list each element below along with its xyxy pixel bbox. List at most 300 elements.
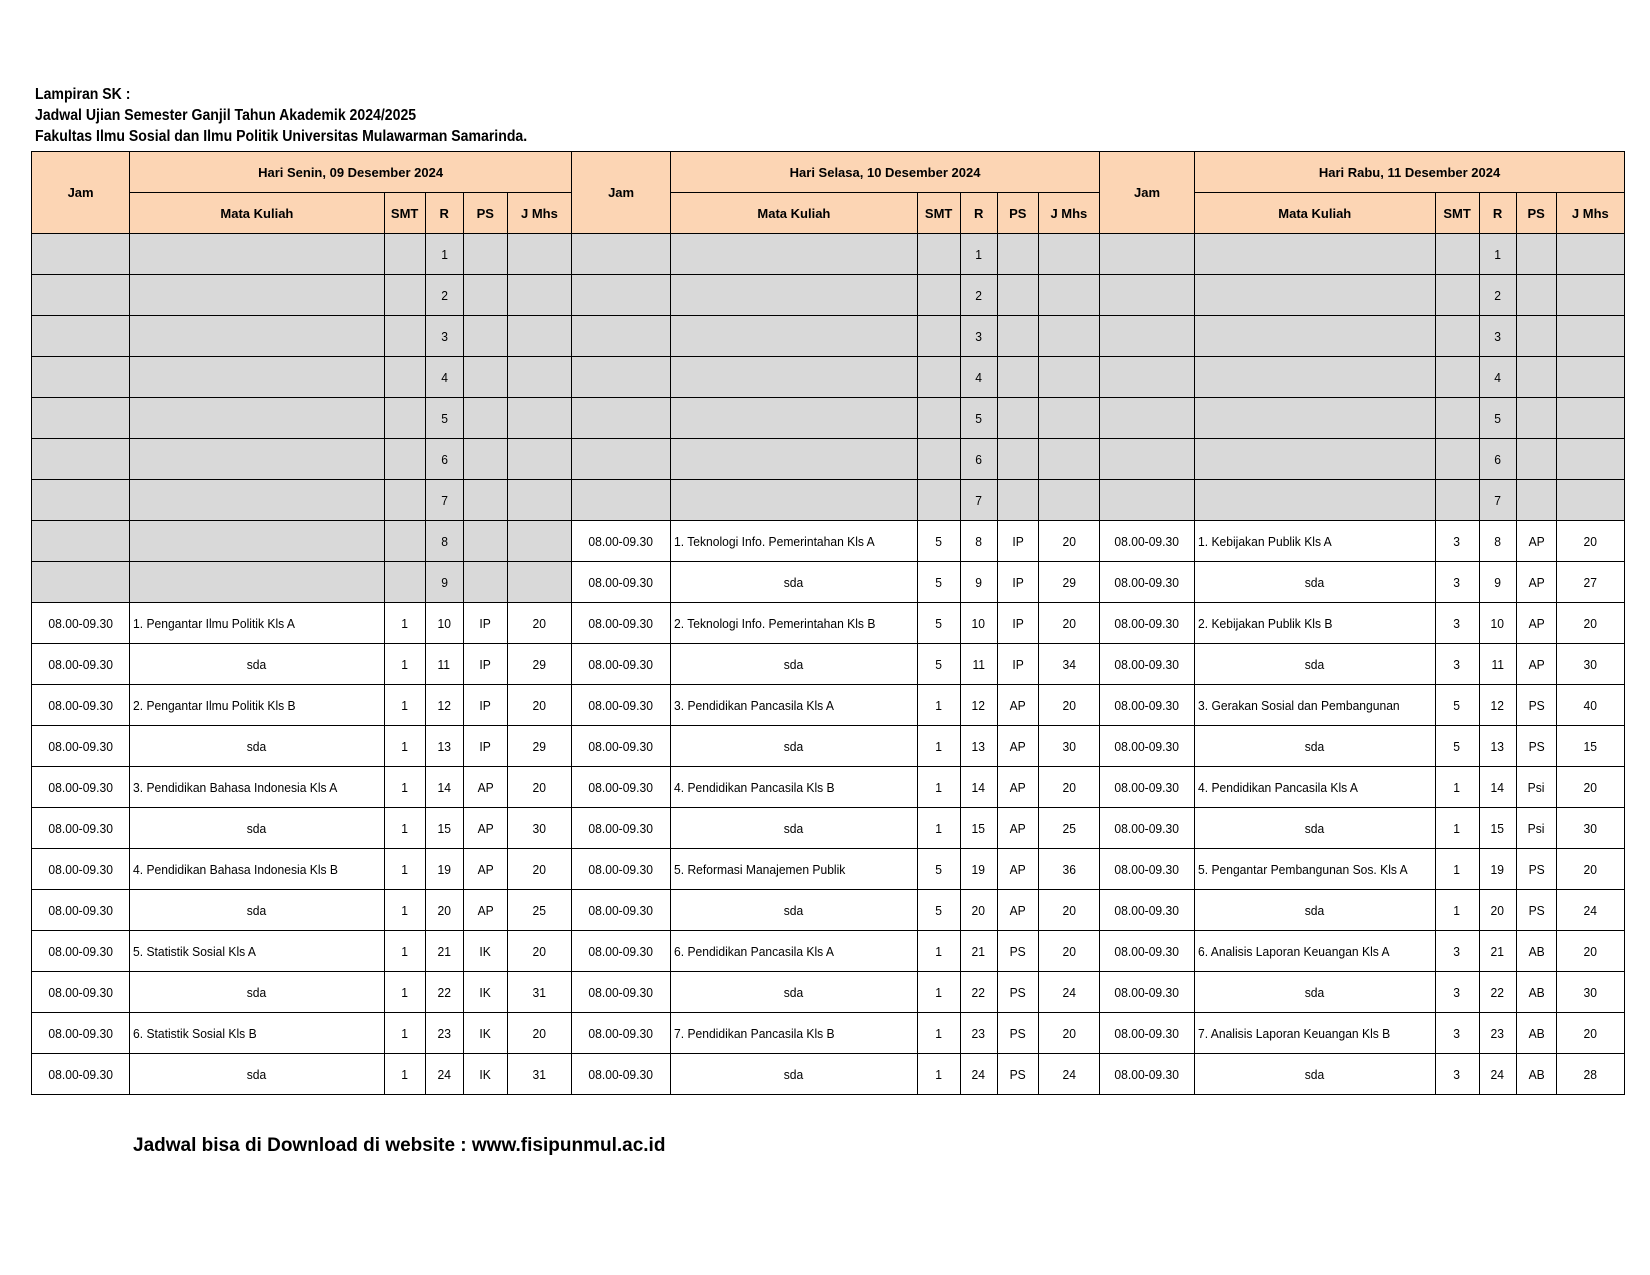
day-header-senin: Hari Senin, 09 Desember 2024	[130, 152, 572, 193]
ps-cell	[463, 767, 507, 808]
smt-cell	[917, 972, 960, 1013]
column-header-mata-kuliah: Mata Kuliah	[1195, 193, 1435, 234]
ps-cell	[463, 480, 507, 521]
jam-cell	[1099, 480, 1194, 521]
table-row	[32, 398, 1625, 439]
column-header-ps: PS	[463, 193, 507, 234]
jam-cell	[32, 890, 130, 931]
ps-cell	[1516, 357, 1556, 398]
smt-cell-text: 5	[1453, 697, 1461, 713]
ps-cell-text: PS	[1528, 738, 1545, 754]
r-cell	[425, 890, 463, 931]
jam-cell-text: 08.00-09.30	[1114, 861, 1180, 877]
column-header-r: R	[960, 193, 997, 234]
jmhs-cell-text: 40	[1583, 697, 1598, 713]
table-row	[32, 521, 1625, 562]
mata-kuliah-cell-text: 6. Analisis Laporan Keuangan Kls A	[1198, 943, 1390, 959]
mata-kuliah-cell-text: sda	[1305, 574, 1325, 590]
r-cell-text: 7	[1494, 492, 1501, 508]
ps-cell-text: AP	[1009, 861, 1026, 877]
column-header-r: R	[425, 193, 463, 234]
jmhs-cell-text: 20	[1062, 779, 1076, 795]
ps-cell-text: IP	[1012, 656, 1024, 672]
r-cell	[960, 890, 997, 931]
smt-cell	[384, 849, 425, 890]
ps-cell	[463, 603, 507, 644]
r-cell	[1479, 234, 1516, 275]
ps-cell	[463, 644, 507, 685]
mata-kuliah-cell	[130, 521, 384, 562]
ps-cell	[997, 1013, 1038, 1054]
ps-cell-text: Psi	[1527, 779, 1545, 795]
jmhs-cell-text: 20	[1583, 1025, 1598, 1041]
mata-kuliah-cell-text: sda	[247, 656, 267, 672]
r-cell	[1479, 562, 1516, 603]
smt-cell	[1435, 644, 1479, 685]
jam-cell-text: 08.00-09.30	[588, 697, 654, 713]
ps-cell	[1516, 521, 1556, 562]
r-cell-text: 8	[1494, 533, 1501, 549]
ps-cell	[997, 685, 1038, 726]
ps-cell	[1516, 644, 1556, 685]
jmhs-cell	[507, 726, 571, 767]
table-row	[32, 972, 1625, 1013]
ps-cell	[997, 972, 1038, 1013]
jam-cell-text: 08.00-09.30	[1114, 820, 1180, 836]
ps-cell-text: AP	[477, 902, 494, 918]
r-cell-text: 24	[437, 1066, 451, 1082]
smt-cell-text: 1	[935, 820, 942, 836]
smt-cell-text: 1	[401, 1066, 409, 1082]
smt-cell-text: 1	[401, 861, 409, 877]
ps-cell-text: AB	[1528, 1066, 1545, 1082]
r-cell-text: 11	[437, 656, 451, 672]
day-header-rabu: Hari Rabu, 11 Desember 2024	[1195, 152, 1625, 193]
r-cell-text: 19	[1490, 861, 1505, 877]
smt-cell	[384, 726, 425, 767]
smt-cell	[1435, 521, 1479, 562]
jam-cell	[1099, 726, 1194, 767]
jmhs-cell-text: 24	[1062, 984, 1076, 1000]
jam-cell	[32, 644, 130, 685]
smt-cell-text: 1	[401, 615, 409, 631]
table-row	[32, 890, 1625, 931]
jam-cell	[1099, 890, 1194, 931]
ps-cell	[997, 439, 1038, 480]
ps-cell	[1516, 1054, 1556, 1095]
smt-cell	[1435, 234, 1479, 275]
r-cell-text: 21	[971, 943, 986, 959]
mata-kuliah-cell-text: 3. Gerakan Sosial dan Pembangunan	[1198, 697, 1400, 713]
mata-kuliah-cell	[130, 603, 384, 644]
jmhs-cell	[1556, 357, 1624, 398]
r-cell	[960, 767, 997, 808]
smt-cell	[1435, 562, 1479, 603]
ps-cell-text: IK	[479, 943, 492, 959]
table-row	[32, 1013, 1625, 1054]
smt-cell-text: 5	[935, 656, 942, 672]
jmhs-cell	[507, 890, 571, 931]
jmhs-cell	[1556, 644, 1624, 685]
jam-cell	[1099, 316, 1194, 357]
ps-cell	[1516, 439, 1556, 480]
jmhs-cell-text: 20	[1062, 533, 1076, 549]
smt-cell-text: 1	[1453, 779, 1461, 795]
mata-kuliah-cell	[1195, 480, 1435, 521]
ps-cell	[1516, 890, 1556, 931]
smt-cell-text: 3	[1453, 943, 1461, 959]
jmhs-cell-text: 20	[532, 1025, 547, 1041]
jmhs-cell-text: 25	[532, 902, 547, 918]
ps-cell-text: PS	[1009, 1066, 1026, 1082]
ps-cell	[463, 849, 507, 890]
ps-cell	[997, 1054, 1038, 1095]
mata-kuliah-cell	[1195, 603, 1435, 644]
jam-cell	[1099, 849, 1194, 890]
mata-kuliah-cell	[671, 808, 917, 849]
ps-cell	[997, 726, 1038, 767]
r-cell	[960, 808, 997, 849]
mata-kuliah-cell	[1195, 439, 1435, 480]
mata-kuliah-cell	[130, 398, 384, 439]
jmhs-cell	[507, 521, 571, 562]
smt-cell	[384, 808, 425, 849]
ps-cell	[463, 1013, 507, 1054]
r-cell-text: 5	[1494, 410, 1501, 426]
mata-kuliah-cell-text: sda	[1305, 984, 1325, 1000]
r-cell-text: 4	[440, 369, 448, 385]
r-cell-text: 22	[971, 984, 986, 1000]
smt-cell	[917, 849, 960, 890]
mata-kuliah-cell	[671, 685, 917, 726]
jam-cell	[1099, 357, 1194, 398]
smt-cell	[917, 234, 960, 275]
mata-kuliah-cell-text: 5. Pengantar Pembangunan Sos. Kls A	[1198, 861, 1408, 877]
jmhs-cell-text: 15	[1583, 738, 1598, 754]
jmhs-cell-text: 27	[1583, 574, 1598, 590]
ps-cell	[463, 890, 507, 931]
ps-cell-text: AB	[1528, 1025, 1545, 1041]
r-cell	[960, 644, 997, 685]
mata-kuliah-cell-text: 7. Analisis Laporan Keuangan Kls B	[1198, 1025, 1391, 1041]
smt-cell-text: 1	[401, 984, 409, 1000]
jmhs-cell	[507, 685, 571, 726]
jam-cell	[572, 439, 671, 480]
jam-cell	[1099, 275, 1194, 316]
r-cell	[425, 726, 463, 767]
ps-cell	[463, 275, 507, 316]
jam-cell-text: 08.00-09.30	[588, 1025, 654, 1041]
r-cell-text: 19	[437, 861, 451, 877]
mata-kuliah-cell	[130, 357, 384, 398]
r-cell	[960, 972, 997, 1013]
jam-cell-text: 08.00-09.30	[588, 820, 654, 836]
ps-cell	[463, 972, 507, 1013]
r-cell-text: 11	[972, 656, 985, 672]
jmhs-cell	[507, 1054, 571, 1095]
jam-cell-text: 08.00-09.30	[48, 861, 113, 877]
smt-cell	[1435, 316, 1479, 357]
jmhs-cell-text: 25	[1062, 820, 1076, 836]
smt-cell-text: 1	[401, 656, 409, 672]
jam-cell	[1099, 562, 1194, 603]
smt-cell-text: 1	[935, 984, 942, 1000]
smt-cell	[384, 398, 425, 439]
smt-cell-text: 1	[401, 820, 409, 836]
smt-cell	[384, 439, 425, 480]
smt-cell-text: 1	[401, 902, 409, 918]
mata-kuliah-cell	[1195, 316, 1435, 357]
r-cell	[425, 398, 463, 439]
r-cell-text: 23	[437, 1025, 451, 1041]
r-cell-text: 12	[971, 697, 986, 713]
smt-cell	[1435, 357, 1479, 398]
ps-cell-text: AP	[1528, 574, 1545, 590]
jam-cell-text: 08.00-09.30	[48, 984, 113, 1000]
jam-cell-text: 08.00-09.30	[588, 738, 654, 754]
smt-cell	[1435, 1013, 1479, 1054]
day-header-selasa: Hari Selasa, 10 Desember 2024	[671, 152, 1100, 193]
smt-cell	[917, 726, 960, 767]
mata-kuliah-cell	[130, 316, 384, 357]
jmhs-cell	[507, 275, 571, 316]
ps-cell	[463, 562, 507, 603]
mata-kuliah-cell	[130, 1013, 384, 1054]
r-cell	[960, 316, 997, 357]
r-cell-text: 3	[440, 328, 448, 344]
r-cell	[425, 644, 463, 685]
smt-cell	[917, 275, 960, 316]
smt-cell	[1435, 439, 1479, 480]
smt-cell-text: 1	[935, 1066, 942, 1082]
mata-kuliah-cell	[1195, 726, 1435, 767]
mata-kuliah-cell-text: 3. Pendidikan Pancasila Kls A	[674, 697, 835, 713]
jmhs-cell	[1556, 685, 1624, 726]
jmhs-cell	[1556, 931, 1624, 972]
mata-kuliah-cell	[671, 234, 917, 275]
jam-cell-text: 08.00-09.30	[1114, 1066, 1180, 1082]
ps-cell-text: IP	[1012, 615, 1024, 631]
ps-cell-text: PS	[1528, 697, 1545, 713]
smt-cell	[384, 1054, 425, 1095]
smt-cell	[384, 685, 425, 726]
jam-cell-text: 08.00-09.30	[588, 902, 654, 918]
jam-cell	[572, 849, 671, 890]
jmhs-cell	[1038, 685, 1099, 726]
jam-cell	[32, 767, 130, 808]
r-cell	[960, 521, 997, 562]
jmhs-cell	[507, 398, 571, 439]
column-header-smt: SMT	[1435, 193, 1479, 234]
r-cell-text: 3	[1494, 328, 1501, 344]
table-row	[32, 480, 1625, 521]
smt-cell	[384, 972, 425, 1013]
r-cell-text: 15	[971, 820, 986, 836]
smt-cell-text: 1	[401, 1025, 409, 1041]
jam-cell-text: 08.00-09.30	[1114, 902, 1180, 918]
table-header-row-days	[32, 152, 1625, 193]
mata-kuliah-cell	[671, 357, 917, 398]
smt-cell	[1435, 890, 1479, 931]
r-cell-text: 24	[1490, 1066, 1505, 1082]
jmhs-cell	[1556, 316, 1624, 357]
jmhs-cell-text: 29	[532, 738, 547, 754]
jam-cell	[32, 808, 130, 849]
smt-cell	[1435, 398, 1479, 439]
mata-kuliah-cell	[1195, 685, 1435, 726]
jmhs-cell-text: 30	[1583, 820, 1598, 836]
ps-cell	[463, 931, 507, 972]
mata-kuliah-cell	[130, 849, 384, 890]
mata-kuliah-cell	[130, 234, 384, 275]
mata-kuliah-cell	[671, 398, 917, 439]
jmhs-cell	[1556, 972, 1624, 1013]
jmhs-cell	[1038, 1054, 1099, 1095]
jmhs-cell-text: 20	[1062, 943, 1076, 959]
jam-cell	[32, 357, 130, 398]
jam-cell	[32, 562, 130, 603]
jmhs-cell	[1556, 849, 1624, 890]
ps-cell-text: IP	[479, 615, 492, 631]
r-cell-text: 2	[440, 287, 448, 303]
jam-cell	[1099, 439, 1194, 480]
r-cell-text: 5	[440, 410, 448, 426]
smt-cell	[917, 316, 960, 357]
mata-kuliah-cell-text: 7. Pendidikan Pancasila Kls B	[674, 1025, 835, 1041]
r-cell-text: 15	[1490, 820, 1505, 836]
r-cell	[425, 849, 463, 890]
r-cell	[1479, 603, 1516, 644]
ps-cell-text: IK	[479, 1025, 492, 1041]
smt-cell-text: 1	[935, 738, 942, 754]
smt-cell	[917, 439, 960, 480]
jam-cell-text: 08.00-09.30	[48, 615, 113, 631]
mata-kuliah-cell-text: sda	[784, 984, 804, 1000]
jam-cell	[32, 849, 130, 890]
jam-cell	[1099, 603, 1194, 644]
jam-cell	[572, 726, 671, 767]
jam-cell-text: 08.00-09.30	[588, 779, 654, 795]
jmhs-cell-text: 20	[1583, 533, 1598, 549]
table-row	[32, 357, 1625, 398]
smt-cell	[384, 767, 425, 808]
mata-kuliah-cell-text: 5. Statistik Sosial Kls A	[133, 943, 257, 959]
ps-cell-text: PS	[1009, 984, 1026, 1000]
jmhs-cell	[1038, 808, 1099, 849]
mata-kuliah-cell	[130, 890, 384, 931]
ps-cell	[997, 562, 1038, 603]
r-cell-text: 13	[437, 738, 451, 754]
jmhs-cell	[1038, 726, 1099, 767]
r-cell-text: 24	[971, 1066, 986, 1082]
column-header-smt: SMT	[384, 193, 425, 234]
column-header-mata-kuliah: Mata Kuliah	[130, 193, 384, 234]
jam-cell	[572, 685, 671, 726]
jmhs-cell	[507, 1013, 571, 1054]
jam-cell	[32, 603, 130, 644]
mata-kuliah-cell-text: sda	[784, 574, 804, 590]
smt-cell	[917, 931, 960, 972]
jam-cell	[1099, 685, 1194, 726]
ps-cell-text: IP	[1012, 574, 1024, 590]
jam-cell-text: 08.00-09.30	[588, 943, 654, 959]
jam-cell-text: 08.00-09.30	[1114, 779, 1180, 795]
ps-cell	[1516, 275, 1556, 316]
r-cell-text: 2	[975, 287, 983, 303]
r-cell	[425, 1013, 463, 1054]
mata-kuliah-cell-text: sda	[247, 738, 267, 754]
mata-kuliah-cell	[671, 1054, 917, 1095]
ps-cell	[997, 234, 1038, 275]
ps-cell	[1516, 316, 1556, 357]
r-cell-text: 23	[971, 1025, 986, 1041]
jmhs-cell	[1038, 234, 1099, 275]
jam-cell	[572, 972, 671, 1013]
mata-kuliah-cell	[1195, 1054, 1435, 1095]
smt-cell	[384, 890, 425, 931]
r-cell	[425, 480, 463, 521]
r-cell	[960, 849, 997, 890]
smt-cell-text: 3	[1453, 615, 1461, 631]
jmhs-cell	[1556, 234, 1624, 275]
column-header-ps: PS	[997, 193, 1038, 234]
r-cell-text: 6	[1494, 451, 1501, 467]
smt-cell	[1435, 1054, 1479, 1095]
mata-kuliah-cell	[1195, 972, 1435, 1013]
r-cell-text: 15	[437, 820, 451, 836]
r-cell	[425, 316, 463, 357]
smt-cell	[1435, 931, 1479, 972]
r-cell-text: 6	[975, 451, 983, 467]
ps-cell	[1516, 972, 1556, 1013]
smt-cell	[384, 931, 425, 972]
r-cell-text: 21	[1490, 943, 1505, 959]
jam-cell	[32, 521, 130, 562]
mata-kuliah-cell	[1195, 357, 1435, 398]
jmhs-cell	[1038, 316, 1099, 357]
r-cell-text: 7	[975, 492, 983, 508]
ps-cell-text: AP	[477, 820, 494, 836]
jam-cell	[572, 398, 671, 439]
table-row	[32, 767, 1625, 808]
jam-cell	[572, 931, 671, 972]
smt-cell	[384, 1013, 425, 1054]
jmhs-cell	[1556, 767, 1624, 808]
jam-cell	[572, 1054, 671, 1095]
mata-kuliah-cell	[671, 849, 917, 890]
jam-cell	[572, 357, 671, 398]
smt-cell	[917, 685, 960, 726]
ps-cell	[1516, 849, 1556, 890]
ps-cell-text: AP	[1528, 533, 1545, 549]
jam-cell-text: 08.00-09.30	[48, 697, 113, 713]
mata-kuliah-cell	[130, 808, 384, 849]
ps-cell-text: AP	[1009, 738, 1026, 754]
r-cell-text: 4	[975, 369, 983, 385]
jam-cell-text: 08.00-09.30	[588, 984, 654, 1000]
r-cell-text: 10	[1490, 615, 1505, 631]
r-cell	[1479, 808, 1516, 849]
jam-cell	[572, 808, 671, 849]
header-line-jadwal: Jadwal Ujian Semester Ganjil Tahun Akademik 2024/2025	[35, 107, 417, 124]
ps-cell-text: PS	[1528, 861, 1545, 877]
smt-cell-text: 1	[401, 697, 409, 713]
smt-cell	[384, 603, 425, 644]
jmhs-cell	[1038, 1013, 1099, 1054]
mata-kuliah-cell	[1195, 644, 1435, 685]
mata-kuliah-cell	[1195, 1013, 1435, 1054]
r-cell	[960, 1054, 997, 1095]
